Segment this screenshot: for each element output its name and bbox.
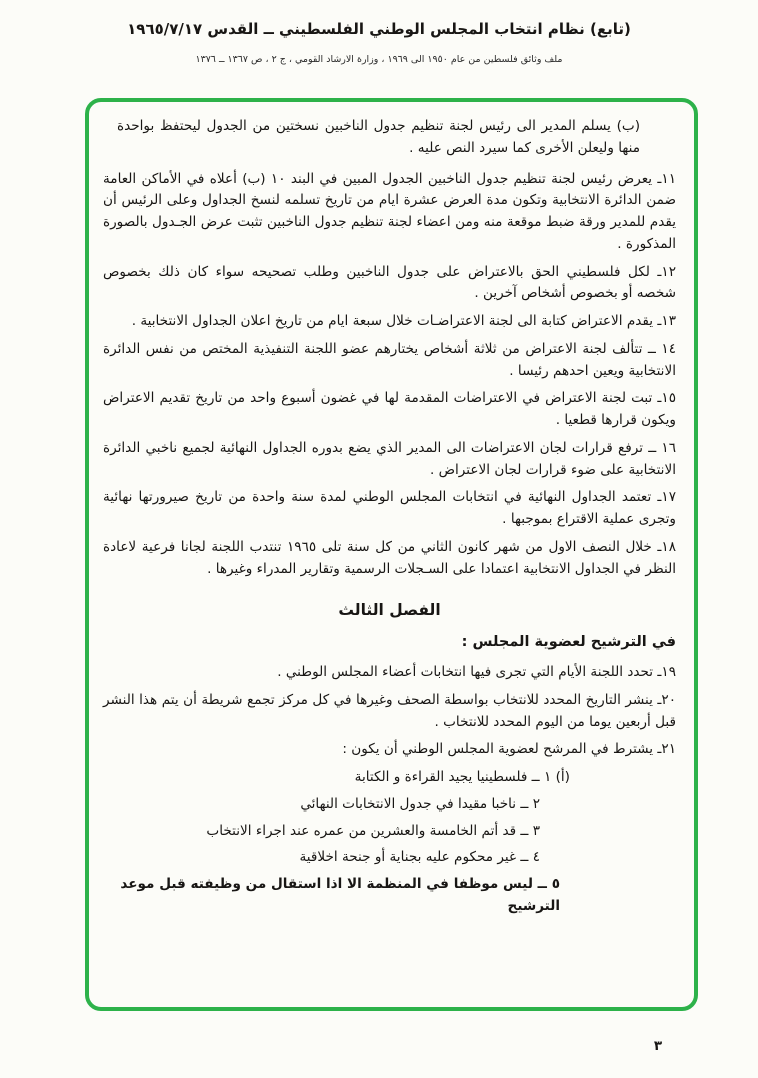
paragraph: ١٨ـ خلال النصف الاول من شهر كانون الثاني من كل سنة تلى ١٩٦٥ تنتدب اللجنة لجانا فرعية لاعادة النظر في الجداول الانتخابية اعتمادا على السـجلات الرسمية وتقارير المدراء وغيرها .: [103, 538, 676, 577]
document-source-line: ملف وثائق فلسطين من عام ١٩٥٠ الى ١٩٦٩ ، وزارة الارشاد القومي ، ج ٢ ، ص ١٣٦٧ ــ ١٣٧٦: [195, 54, 563, 65]
condition-list-item: ٢ ــ ناخبا مقيدا في جدول الانتخابات النهائي: [300, 795, 540, 812]
paragraph: ١٣ـ يقدم الاعتراض كتابة الى لجنة الاعتراضـات خلال سبعة ايام من تاريخ اعلان الجداول الانتخابية .: [131, 313, 676, 329]
paragraph: ١٧ـ تعتمد الجداول النهائية في انتخابات المجلس الوطني لمدة سنة واحدة من تاريخ صيرورتها نهائية وتجرى عملية الاقتراع بموجبها .: [103, 489, 676, 527]
paragraph: ١١ـ يعرض رئيس لجنة تنظيم جدول الناخبين الجدول المبين في البند ١٠ (ب) أعلاه في الأماكن العامة ضمن الدائرة الانتخابية وتكون مدة العرض عشرة ايام من تاريخ تسلمه لنسخ الجداول وعلى الرئيس أن يقدم للمدير ورقة ضبط موقعة منه ومن اعضاء لجنة تنظيم جدول الناخبين تثبت عرض الجـدول بالصورة المذكورة .: [103, 170, 676, 252]
condition-list-item: ٤ ــ غير محكوم عليه بجناية أو جنحة اخلاقية: [299, 849, 540, 866]
condition-list-item: ٥ ــ ليس موظفا في المنظمة الا اذا استقال من وظيفته قبل موعد الترشيح: [120, 876, 560, 914]
paragraph: ٢١ـ يشترط في المرشح لعضوية المجلس الوطني أن يكون :: [342, 741, 676, 758]
page-number: ٣: [653, 1038, 663, 1054]
paragraph: ١٥ـ تبت لجنة الاعتراض في الاعتراضات المقدمة لها في غضون أسبوع واحد من تاريخ تقديم الاعتراض ويكون قرارها قطعيا .: [103, 390, 676, 428]
document-title: (تابع) نظام انتخاب المجلس الوطني الفلسطيني ــ القدس ١٩٦٥/٧/١٧: [127, 20, 631, 38]
paragraph: ١٦ ــ ترفع قرارات لجان الاعتراضات الى المدير الذي يضع بدوره الجداول النهائية لجميع ناخبي الدائرة الانتخابية على ضوء قرارات لجان الاعتراض .: [103, 439, 676, 478]
chapter-heading: الفصل الثالث: [338, 601, 441, 620]
condition-list-item: ٣ ــ قد أتم الخامسة والعشرين من عمره عند اجراء الانتخاب: [206, 822, 540, 839]
paragraph: ١٢ـ لكل فلسطيني الحق بالاعتراض على جدول الناخبين وطلب تصحيحه سواء كان ذلك بخصوص شخصه أو بخصوص أشخاص آخرين .: [103, 263, 676, 302]
paragraph: ٢٠ـ ينشر التاريخ المحدد للانتخاب بواسطة الصحف وغيرها في كل مركز تجمع شريطة أن يتم هذا النشر قبل أربعين يوما من اليوم المحدد للانتخاب .: [103, 691, 676, 730]
content-border-box: [85, 98, 698, 1011]
document-body: [103, 116, 676, 918]
condition-list-item: (أ) ١ ــ فلسطينيا يجيد القراءة و الكتابة: [354, 769, 570, 786]
paragraph: (ب) يسلم المدير الى رئيس لجنة تنظيم جدول الناخبين نسختين من الجدول ليحتفظ بواحدة منها وليعلن الأخرى كما سيرد النص عليه .: [117, 118, 640, 156]
paragraph: ١٩ـ تحدد اللجنة الأيام التي تجرى فيها انتخابات أعضاء المجلس الوطني .: [277, 664, 676, 681]
paragraph: ١٤ ــ تتألف لجنة الاعتراض من ثلاثة أشخاص يختارهم عضو اللجنة التنفيذية المختص من نفس الدائرة الانتخابية ويعين احدهم رئيسا .: [103, 340, 676, 379]
section-heading: في الترشيح لعضوية المجلس :: [461, 634, 676, 651]
